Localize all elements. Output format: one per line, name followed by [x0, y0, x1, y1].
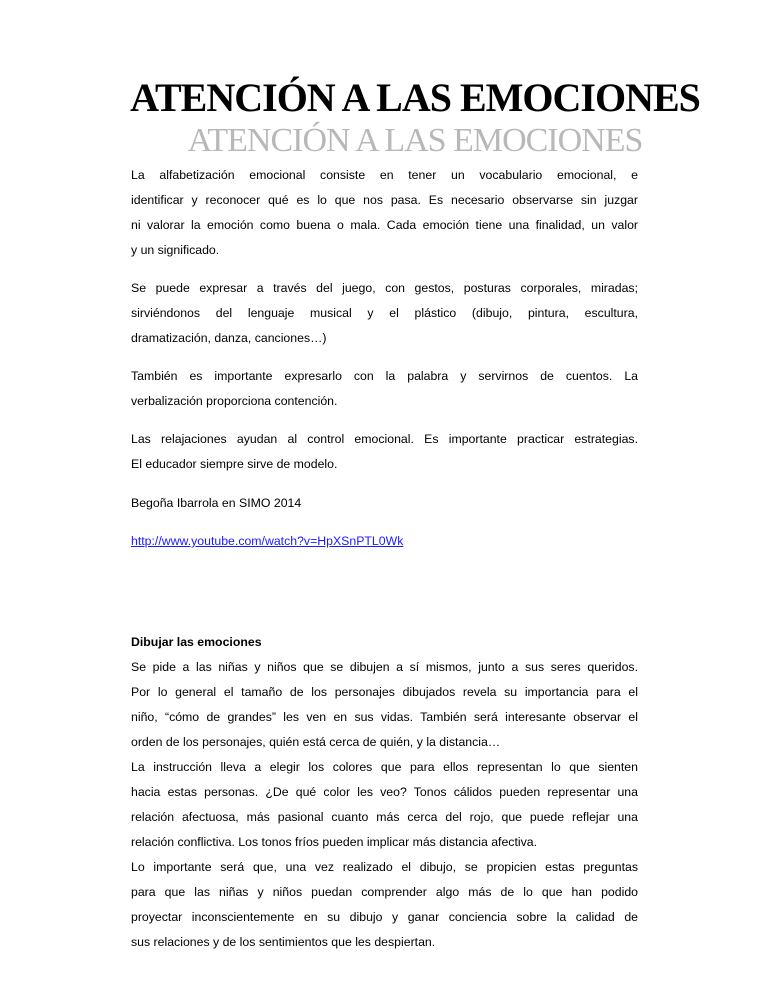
text-line: También es importante expresarlo con la palabra y servirnos de cuentos. La	[131, 369, 638, 383]
section-drawing-emotions	[131, 630, 638, 955]
paragraph-4	[131, 427, 638, 477]
text-line: niño, “cómo de grandes” les ven en sus vidas. También será interesante observar el	[131, 710, 638, 724]
text-line: Lo importante será que, una vez realizado el dibujo, se propicien estas preguntas	[131, 860, 638, 874]
text-line: sirviéndonos del lenguaje musical y el plástico (dibujo, pintura, escultura,	[131, 306, 638, 320]
section-heading: Dibujar las emociones	[131, 635, 262, 649]
paragraph-2	[131, 276, 638, 351]
text-line: orden de los personajes, quién está cerca de quién, y la distancia…	[131, 735, 501, 749]
text-line: Begoña Ibarrola en SIMO 2014	[131, 496, 302, 510]
title-reflection: ATENCIÓN A LAS EMOCIONES	[187, 122, 643, 159]
wordart-title	[100, 76, 730, 162]
text-line: relación afectuosa, más pasional cuanto más cerca del rojo, que puede reflejar una	[131, 810, 638, 824]
page-title: ATENCIÓN A LAS EMOCIONES	[130, 75, 700, 120]
section-body	[131, 655, 638, 955]
text-line: Por lo general el tamaño de los personajes dibujados revela su importancia para el	[131, 685, 638, 699]
text-line: Las relajaciones ayudan al control emocional. Es importante practicar estrategias.	[131, 432, 638, 446]
text-line: La alfabetización emocional consiste en tener un vocabulario emocional, e	[131, 168, 638, 182]
text-line: identificar y reconocer qué es lo que nos pasa. Es necesario observarse sin juzgar	[131, 193, 638, 207]
text-line: sus relaciones y de los sentimientos que les despiertan.	[131, 935, 436, 949]
text-line: relación conflictiva. Los tonos fríos pueden implicar más distancia afectiva.	[131, 835, 537, 849]
text-line: La instrucción lleva a elegir los colores que para ellos representan lo que sienten	[131, 760, 638, 774]
text-line: proyectar inconscientemente en su dibujo y ganar conciencia sobre la calidad de	[131, 910, 638, 924]
paragraph-1	[131, 163, 638, 263]
text-line: ni valorar la emoción como buena o mala. Cada emoción tiene una finalidad, un valor	[131, 218, 638, 232]
text-line: Se pide a las niñas y niños que se dibujen a sí mismos, junto a sus seres queridos.	[131, 660, 638, 674]
text-line: verbalización proporciona contención.	[131, 394, 338, 408]
text-line: Se puede expresar a través del juego, con gestos, posturas corporales, miradas;	[131, 281, 638, 295]
text-line: dramatización, danza, canciones…)	[131, 331, 327, 345]
text-line: hacia estas personas. ¿De qué color les veo? Tonos cálidos pueden representar una	[131, 785, 638, 799]
youtube-link[interactable]: http://www.youtube.com/watch?v=HpXSnPTL0Wk	[131, 534, 404, 548]
text-line: para que las niñas y niños puedan comprender algo más de lo que han podido	[131, 885, 638, 899]
paragraph-author	[131, 491, 638, 516]
paragraph-3	[131, 364, 638, 414]
text-line: y un significado.	[131, 243, 220, 257]
link-paragraph	[131, 529, 638, 554]
text-line: El educador siempre sirve de modelo.	[131, 457, 338, 471]
